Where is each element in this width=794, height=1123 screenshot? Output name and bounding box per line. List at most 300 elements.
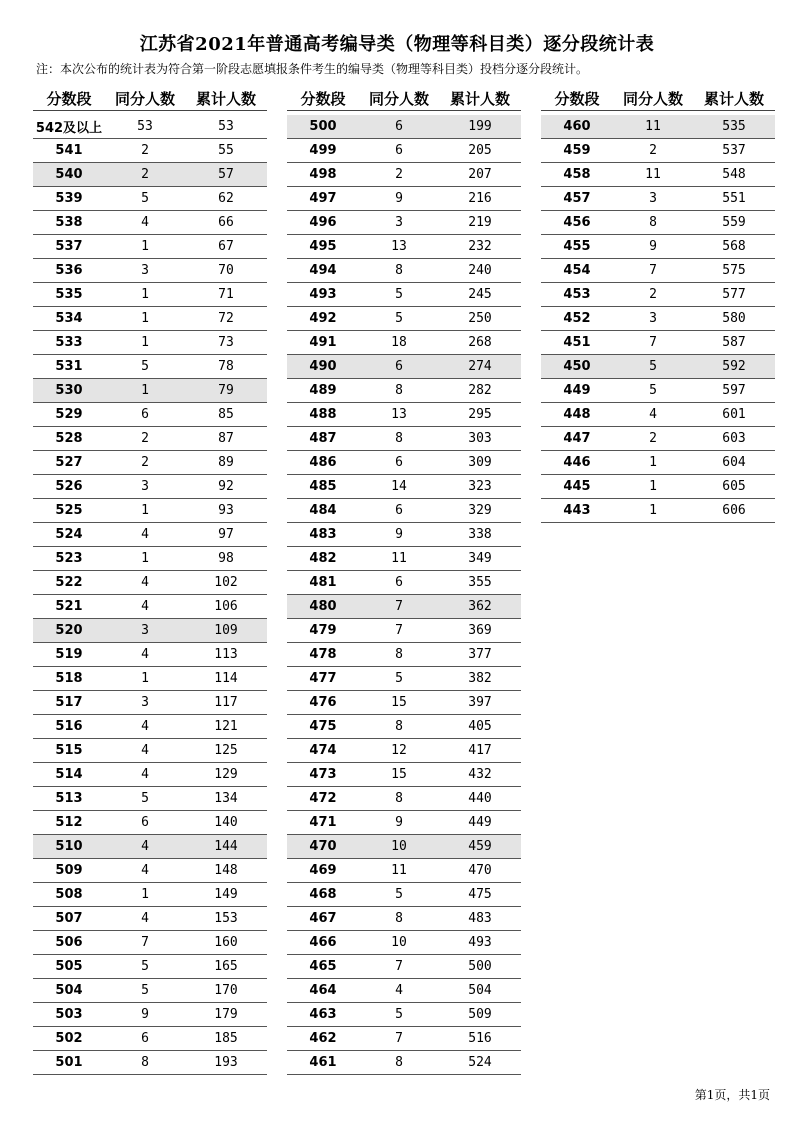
score-cell: 496 — [309, 215, 337, 230]
cumulative-cell: 329 — [468, 503, 492, 518]
cumulative-cell: 577 — [722, 287, 746, 302]
table-row — [33, 931, 267, 955]
same-count-cell: 18 — [391, 335, 407, 350]
cumulative-cell: 245 — [468, 287, 492, 302]
table-row — [541, 187, 775, 211]
same-count-cell: 6 — [395, 455, 403, 470]
same-count-cell: 6 — [141, 407, 149, 422]
table-row — [287, 595, 521, 619]
same-count-cell: 5 — [141, 791, 149, 806]
table-row — [541, 307, 775, 331]
score-cell: 506 — [55, 935, 83, 950]
cumulative-cell: 121 — [214, 719, 238, 734]
score-cell: 453 — [563, 287, 591, 302]
table-row — [287, 547, 521, 571]
table-row — [33, 667, 267, 691]
table-row — [287, 643, 521, 667]
table-row — [33, 1027, 267, 1051]
cumulative-cell: 349 — [468, 551, 492, 566]
cumulative-cell: 493 — [468, 935, 492, 950]
score-cell: 455 — [563, 239, 591, 254]
table-row — [541, 283, 775, 307]
table-row — [287, 979, 521, 1003]
table-row — [541, 211, 775, 235]
table-row — [541, 235, 775, 259]
score-cell: 456 — [563, 215, 591, 230]
score-cell: 498 — [309, 167, 337, 182]
cumulative-cell: 79 — [218, 383, 234, 398]
table-row — [287, 691, 521, 715]
table-row — [287, 307, 521, 331]
score-cell: 467 — [309, 911, 337, 926]
same-count-cell: 1 — [141, 383, 149, 398]
score-cell: 487 — [309, 431, 337, 446]
table-row — [541, 331, 775, 355]
same-count-cell: 2 — [141, 143, 149, 158]
table-row — [287, 787, 521, 811]
same-count-cell: 2 — [141, 167, 149, 182]
same-count-cell: 4 — [141, 839, 149, 854]
score-cell: 457 — [563, 191, 591, 206]
same-count-cell: 9 — [395, 527, 403, 542]
score-cell: 527 — [55, 455, 83, 470]
table-row — [33, 283, 267, 307]
page-footer: 第1页，共1页 — [694, 1088, 770, 1102]
score-cell: 482 — [309, 551, 337, 566]
table-row — [33, 715, 267, 739]
same-count-cell: 6 — [395, 359, 403, 374]
cumulative-cell: 524 — [468, 1055, 492, 1070]
cumulative-cell: 179 — [214, 1007, 238, 1022]
score-cell: 486 — [309, 455, 337, 470]
score-cell: 491 — [309, 335, 337, 350]
same-count-cell: 1 — [141, 503, 149, 518]
cumulative-cell: 504 — [468, 983, 492, 998]
cumulative-cell: 148 — [214, 863, 238, 878]
score-cell: 488 — [309, 407, 337, 422]
table-row — [33, 235, 267, 259]
cumulative-cell: 603 — [722, 431, 746, 446]
cumulative-cell: 93 — [218, 503, 234, 518]
score-cell: 479 — [309, 623, 337, 638]
score-cell: 474 — [309, 743, 337, 758]
score-cell: 471 — [309, 815, 337, 830]
same-count-cell: 1 — [141, 671, 149, 686]
score-cell: 462 — [309, 1031, 337, 1046]
score-cell: 481 — [309, 575, 337, 590]
table-column-2 — [287, 86, 521, 1075]
cumulative-cell: 106 — [214, 599, 238, 614]
same-count-cell: 5 — [395, 671, 403, 686]
table-row — [33, 619, 267, 643]
cumulative-cell: 601 — [722, 407, 746, 422]
table-rows — [287, 115, 521, 1075]
same-count-cell: 1 — [141, 239, 149, 254]
same-count-cell: 53 — [137, 119, 153, 134]
same-count-cell: 8 — [395, 719, 403, 734]
table-row — [33, 907, 267, 931]
table-row — [33, 499, 267, 523]
table-row — [287, 835, 521, 859]
score-cell: 535 — [55, 287, 83, 302]
table-column-3 — [541, 86, 775, 523]
score-cell: 523 — [55, 551, 83, 566]
table-row — [541, 451, 775, 475]
score-cell: 451 — [563, 335, 591, 350]
score-cell: 508 — [55, 887, 83, 902]
table-row — [287, 211, 521, 235]
cumulative-cell: 604 — [722, 455, 746, 470]
same-count-cell: 4 — [141, 575, 149, 590]
score-cell: 484 — [309, 503, 337, 518]
table-row — [287, 931, 521, 955]
cumulative-cell: 199 — [468, 119, 492, 134]
table-row — [33, 259, 267, 283]
same-count-cell: 2 — [649, 143, 657, 158]
same-count-cell: 3 — [141, 623, 149, 638]
table-row — [287, 859, 521, 883]
same-count-cell: 4 — [141, 647, 149, 662]
cumulative-cell: 140 — [214, 815, 238, 830]
same-count-cell: 5 — [649, 359, 657, 374]
same-count-cell: 11 — [645, 119, 661, 134]
cumulative-cell: 113 — [214, 647, 238, 662]
same-count-cell: 9 — [395, 815, 403, 830]
same-count-cell: 3 — [649, 191, 657, 206]
cumulative-cell: 475 — [468, 887, 492, 902]
table-row — [33, 835, 267, 859]
same-count-cell: 1 — [141, 311, 149, 326]
page-title: 江苏省2021年普通高考编导类（物理等科目类）逐分段统计表 — [139, 34, 655, 55]
same-count-cell: 1 — [649, 479, 657, 494]
score-cell: 510 — [55, 839, 83, 854]
same-count-cell: 2 — [649, 431, 657, 446]
score-cell: 478 — [309, 647, 337, 662]
same-count-cell: 7 — [141, 935, 149, 950]
score-cell: 540 — [55, 167, 83, 182]
table-row — [33, 691, 267, 715]
cumulative-cell: 568 — [722, 239, 746, 254]
cumulative-cell: 606 — [722, 503, 746, 518]
cumulative-cell: 117 — [214, 695, 238, 710]
score-cell: 469 — [309, 863, 337, 878]
cumulative-cell: 338 — [468, 527, 492, 542]
cumulative-cell: 185 — [214, 1031, 238, 1046]
cumulative-cell: 405 — [468, 719, 492, 734]
cumulative-cell: 362 — [468, 599, 492, 614]
table-header — [541, 86, 775, 111]
table-row — [287, 1003, 521, 1027]
cumulative-cell: 92 — [218, 479, 234, 494]
cumulative-cell: 295 — [468, 407, 492, 422]
cumulative-cell: 87 — [218, 431, 234, 446]
cumulative-cell: 432 — [468, 767, 492, 782]
table-row — [33, 211, 267, 235]
table-row — [33, 403, 267, 427]
score-cell: 530 — [55, 383, 83, 398]
same-count-cell: 8 — [395, 383, 403, 398]
cumulative-cell: 309 — [468, 455, 492, 470]
same-count-cell: 3 — [141, 479, 149, 494]
score-cell: 536 — [55, 263, 83, 278]
same-count-cell: 6 — [141, 1031, 149, 1046]
header-same-count: 同分人数 — [368, 89, 429, 108]
cumulative-cell: 89 — [218, 455, 234, 470]
score-cell: 518 — [55, 671, 83, 686]
header-score: 分数段 — [300, 89, 346, 108]
same-count-cell: 8 — [395, 647, 403, 662]
same-count-cell: 1 — [649, 503, 657, 518]
score-cell: 497 — [309, 191, 337, 206]
table-row — [287, 523, 521, 547]
same-count-cell: 7 — [395, 599, 403, 614]
table-row — [33, 427, 267, 451]
table-row — [33, 571, 267, 595]
table-row — [287, 379, 521, 403]
table-row — [33, 643, 267, 667]
same-count-cell: 3 — [141, 695, 149, 710]
score-cell: 446 — [563, 455, 591, 470]
same-count-cell: 2 — [649, 287, 657, 302]
cumulative-cell: 72 — [218, 311, 234, 326]
score-cell: 503 — [55, 1007, 83, 1022]
cumulative-cell: 459 — [468, 839, 492, 854]
table-row — [33, 763, 267, 787]
score-cell: 513 — [55, 791, 83, 806]
cumulative-cell: 605 — [722, 479, 746, 494]
cumulative-cell: 597 — [722, 383, 746, 398]
same-count-cell: 8 — [395, 431, 403, 446]
table-row — [33, 451, 267, 475]
cumulative-cell: 483 — [468, 911, 492, 926]
score-cell: 480 — [309, 599, 337, 614]
score-cell: 504 — [55, 983, 83, 998]
same-count-cell: 5 — [395, 887, 403, 902]
score-cell: 475 — [309, 719, 337, 734]
cumulative-cell: 587 — [722, 335, 746, 350]
table-row — [541, 499, 775, 523]
table-row — [33, 979, 267, 1003]
same-count-cell: 4 — [141, 767, 149, 782]
score-cell: 445 — [563, 479, 591, 494]
same-count-cell: 3 — [649, 311, 657, 326]
score-cell: 509 — [55, 863, 83, 878]
score-cell: 512 — [55, 815, 83, 830]
cumulative-cell: 559 — [722, 215, 746, 230]
same-count-cell: 6 — [395, 119, 403, 134]
table-row — [287, 667, 521, 691]
table-row — [541, 139, 775, 163]
score-cell: 494 — [309, 263, 337, 278]
cumulative-cell: 500 — [468, 959, 492, 974]
table-row — [33, 307, 267, 331]
same-count-cell: 2 — [141, 455, 149, 470]
cumulative-cell: 303 — [468, 431, 492, 446]
score-cell: 448 — [563, 407, 591, 422]
table-row — [287, 1027, 521, 1051]
score-cell: 483 — [309, 527, 337, 542]
score-cell: 454 — [563, 263, 591, 278]
cumulative-cell: 85 — [218, 407, 234, 422]
score-cell: 526 — [55, 479, 83, 494]
score-cell: 464 — [309, 983, 337, 998]
same-count-cell: 4 — [141, 743, 149, 758]
cumulative-cell: 207 — [468, 167, 492, 182]
score-cell: 485 — [309, 479, 337, 494]
table-row — [287, 883, 521, 907]
score-cell: 517 — [55, 695, 83, 710]
cumulative-cell: 537 — [722, 143, 746, 158]
table-row — [541, 475, 775, 499]
cumulative-cell: 551 — [722, 191, 746, 206]
same-count-cell: 9 — [395, 191, 403, 206]
same-count-cell: 4 — [141, 599, 149, 614]
cumulative-cell: 219 — [468, 215, 492, 230]
cumulative-cell: 516 — [468, 1031, 492, 1046]
table-row — [287, 187, 521, 211]
same-count-cell: 1 — [141, 551, 149, 566]
cumulative-cell: 240 — [468, 263, 492, 278]
score-cell: 534 — [55, 311, 83, 326]
cumulative-cell: 382 — [468, 671, 492, 686]
cumulative-cell: 377 — [468, 647, 492, 662]
cumulative-cell: 535 — [722, 119, 746, 134]
score-cell: 529 — [55, 407, 83, 422]
score-cell: 499 — [309, 143, 337, 158]
table-row — [33, 595, 267, 619]
score-cell: 528 — [55, 431, 83, 446]
same-count-cell: 1 — [649, 455, 657, 470]
table-row — [287, 451, 521, 475]
cumulative-cell: 268 — [468, 335, 492, 350]
table-row — [287, 715, 521, 739]
score-cell: 515 — [55, 743, 83, 758]
score-cell: 490 — [309, 359, 337, 374]
cumulative-cell: 98 — [218, 551, 234, 566]
cumulative-cell: 165 — [214, 959, 238, 974]
table-row — [287, 331, 521, 355]
cumulative-cell: 216 — [468, 191, 492, 206]
table-row — [33, 739, 267, 763]
score-cell: 520 — [55, 623, 83, 638]
score-cell: 476 — [309, 695, 337, 710]
table-rows — [33, 115, 267, 1075]
header-cumulative: 累计人数 — [449, 89, 510, 108]
cumulative-cell: 70 — [218, 263, 234, 278]
table-row — [33, 115, 267, 139]
score-cell: 524 — [55, 527, 83, 542]
table-row — [287, 955, 521, 979]
table-header — [33, 86, 267, 111]
score-cell: 459 — [563, 143, 591, 158]
table-row — [287, 499, 521, 523]
score-cell: 500 — [309, 119, 337, 134]
cumulative-cell: 417 — [468, 743, 492, 758]
table-row — [541, 379, 775, 403]
table-header — [287, 86, 521, 111]
same-count-cell: 7 — [649, 335, 657, 350]
same-count-cell: 2 — [141, 431, 149, 446]
header-same-count: 同分人数 — [114, 89, 175, 108]
table-row — [33, 811, 267, 835]
header-same-count: 同分人数 — [622, 89, 683, 108]
same-count-cell: 5 — [395, 311, 403, 326]
same-count-cell: 10 — [391, 839, 407, 854]
table-row — [287, 739, 521, 763]
score-cell: 449 — [563, 383, 591, 398]
table-row — [541, 355, 775, 379]
table-row — [33, 523, 267, 547]
same-count-cell: 8 — [395, 1055, 403, 1070]
same-count-cell: 1 — [141, 335, 149, 350]
cumulative-cell: 323 — [468, 479, 492, 494]
table-row — [287, 1051, 521, 1075]
same-count-cell: 5 — [141, 959, 149, 974]
score-cell: 463 — [309, 1007, 337, 1022]
table-rows — [541, 115, 775, 523]
table-row — [287, 763, 521, 787]
same-count-cell: 4 — [649, 407, 657, 422]
same-count-cell: 9 — [649, 239, 657, 254]
score-cell: 477 — [309, 671, 337, 686]
cumulative-cell: 114 — [214, 671, 238, 686]
table-row — [287, 355, 521, 379]
score-cell: 452 — [563, 311, 591, 326]
cumulative-cell: 548 — [722, 167, 746, 182]
same-count-cell: 7 — [649, 263, 657, 278]
cumulative-cell: 440 — [468, 791, 492, 806]
score-cell: 466 — [309, 935, 337, 950]
score-cell: 538 — [55, 215, 83, 230]
header-score: 分数段 — [554, 89, 600, 108]
cumulative-cell: 509 — [468, 1007, 492, 1022]
score-cell: 447 — [563, 431, 591, 446]
cumulative-cell: 62 — [218, 191, 234, 206]
same-count-cell: 6 — [395, 575, 403, 590]
table-row — [541, 115, 775, 139]
same-count-cell: 1 — [141, 887, 149, 902]
score-cell: 470 — [309, 839, 337, 854]
table-row — [287, 163, 521, 187]
same-count-cell: 8 — [395, 911, 403, 926]
same-count-cell: 9 — [141, 1007, 149, 1022]
table-row — [33, 331, 267, 355]
table-row — [287, 811, 521, 835]
score-cell: 542及以上 — [35, 121, 103, 136]
same-count-cell: 5 — [395, 287, 403, 302]
table-row — [33, 139, 267, 163]
score-cell: 537 — [55, 239, 83, 254]
score-cell: 493 — [309, 287, 337, 302]
table-row — [541, 163, 775, 187]
score-cell: 468 — [309, 887, 337, 902]
same-count-cell: 6 — [395, 143, 403, 158]
same-count-cell: 3 — [141, 263, 149, 278]
table-row — [33, 787, 267, 811]
table-row — [541, 427, 775, 451]
score-cell: 514 — [55, 767, 83, 782]
same-count-cell: 15 — [391, 767, 407, 782]
cumulative-cell: 109 — [214, 623, 238, 638]
table-column-1 — [33, 86, 267, 1075]
same-count-cell: 5 — [141, 983, 149, 998]
cumulative-cell: 232 — [468, 239, 492, 254]
same-count-cell: 2 — [395, 167, 403, 182]
table-row — [33, 475, 267, 499]
cumulative-cell: 449 — [468, 815, 492, 830]
same-count-cell: 10 — [391, 935, 407, 950]
same-count-cell: 7 — [395, 623, 403, 638]
